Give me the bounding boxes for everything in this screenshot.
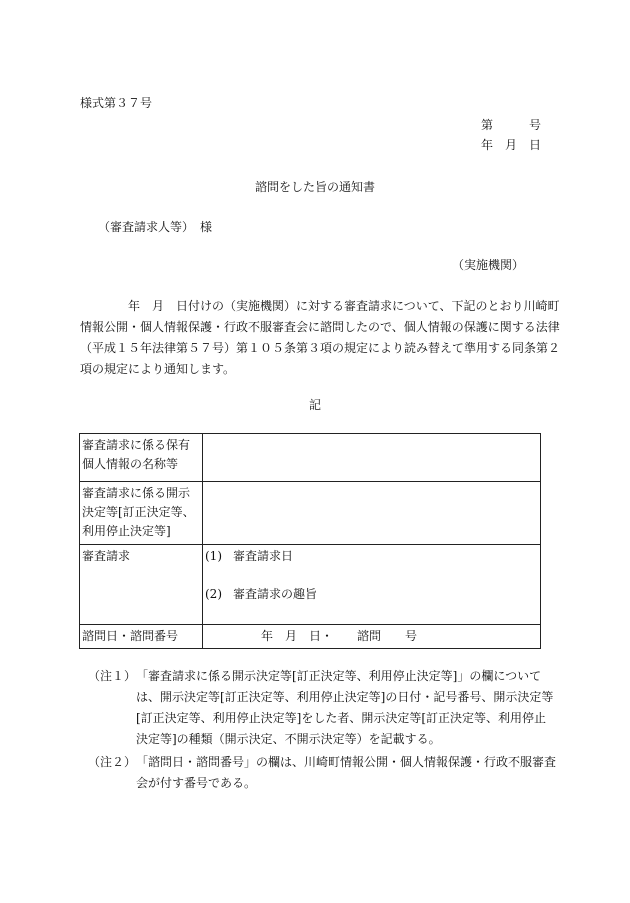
document-title: 諮問をした旨の通知書 <box>254 180 375 194</box>
document-number: 第 号 <box>481 118 542 132</box>
sub-item <box>205 547 538 566</box>
body-line: 項の規定により通知します。 <box>80 362 236 376</box>
note-item <box>88 752 558 794</box>
addressee: （審査請求人等） 様 <box>98 220 213 234</box>
table-row <box>80 545 541 625</box>
table-value-cell: 年 月 日・ 諮問 号 <box>203 625 541 649</box>
note-item <box>88 666 558 750</box>
sub-item-number: (1) <box>205 549 222 563</box>
table-row <box>80 482 541 545</box>
table-value-cell <box>203 545 541 625</box>
body-line: 情報公開・個人情報保護・行政不服審査会に諮問したので、個人情報の保護に関する法律 <box>80 320 560 334</box>
table-label-cell: 審査請求に係る保有個人情報の名称等 <box>80 434 203 482</box>
form-number: 様式第３７号 <box>80 96 153 110</box>
body-line: 年 月 日付けの（実施機関）に対する審査請求について、下記のとおり川崎町 <box>80 299 560 313</box>
sub-item-number: (2) <box>205 587 222 601</box>
table-value-cell <box>203 434 541 482</box>
sub-item-text: 審査請求日 <box>233 549 294 563</box>
notes <box>88 666 558 796</box>
detail-table <box>79 433 541 649</box>
table-row <box>80 625 541 649</box>
note-text: 「諮問日・諮問番号」の欄は、川崎町情報公開・個人情報保護・行政不服審査会が付す番号である。 <box>136 755 557 790</box>
document-date: 年 月 日 <box>481 138 542 152</box>
table-value-cell <box>203 482 541 545</box>
note-label: （注２） <box>88 755 137 769</box>
ki-heading: 記 <box>308 398 321 412</box>
issuing-agency: （実施機関） <box>452 258 525 272</box>
note-text: 「審査請求に係る開示決定等[訂正決定等、利用停止決定等]」の欄については、開示決定等[訂正決定等、利用停止決定等]の日付・記号番号、開示決定等[訂正決定等、利用停止決定等]をした者、開示決定等[訂正決定等、利用停止決定等]の種類（開示決定、不開示決定等）を記載する。 <box>136 669 554 746</box>
table-label-cell: 審査請求に係る開示決定等[訂正決定等、利用停止決定等] <box>80 482 203 545</box>
note-label: （注１） <box>88 669 137 683</box>
table-label-cell: 諮問日・諮問番号 <box>80 625 203 649</box>
body-text <box>80 296 560 380</box>
table-label-cell: 審査請求 <box>80 545 203 625</box>
sub-item <box>205 585 538 604</box>
body-line: （平成１５年法律第５７号）第１０５条第３項の規定により読み替えて準用する同条第２ <box>80 341 561 355</box>
table-row <box>80 434 541 482</box>
sub-item-text: 審査請求の趣旨 <box>233 587 318 601</box>
